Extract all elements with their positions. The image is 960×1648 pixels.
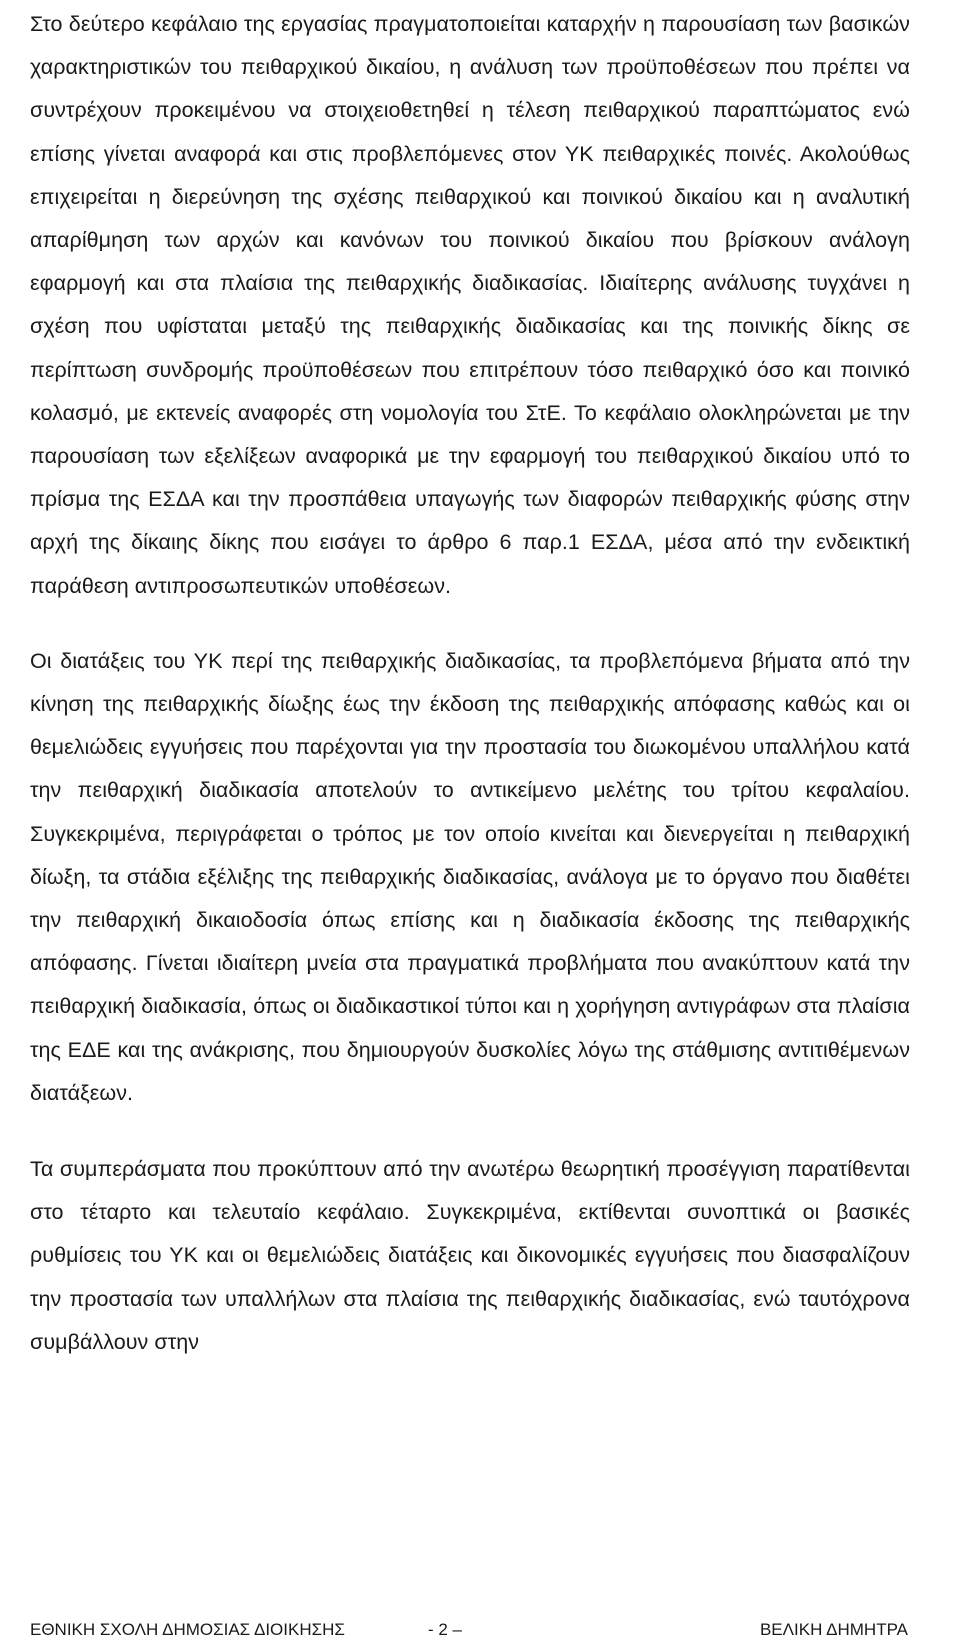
page-footer — [30, 1608, 908, 1648]
paragraph-chapter-four: Τα συμπεράσματα που προκύπτουν από την ανωτέρω θεωρητική προσέγγιση παρατίθενται στο τέταρτο και τελευταίο κεφάλαιο. Συγκεκριμένα, εκτίθενται συνοπτικά οι βασικές ρυθμίσεις του ΥΚ και οι θεμελιώδεις διατάξεις και δικονομικές εγγυήσεις που διασφαλίζουν την προστασία των υπαλλήλων στα πλαίσια της πειθαρχικής διαδικασίας, ενώ ταυτόχρονα συμβάλλουν στην — [30, 1157, 910, 1354]
paragraph-chapter-two: Στο δεύτερο κεφάλαιο της εργασίας πραγματοποιείται καταρχήν η παρουσίαση των βασικών χαρακτηριστικών του πειθαρχικού δικαίου, η ανάλυση των προϋποθέσεων που πρέπει να συντρέχουν προκειμένου να στοιχειοθετηθεί η τέλεση πειθαρχικού παραπτώματος ενώ επίσης γίνεται αναφορά και στις προβλεπόμενες στον ΥΚ πειθαρχικές ποινές. Ακολούθως επιχειρείται η διερεύνηση της σχέσης πειθαρχικού και ποινικού δικαίου και η αναλυτική απαρίθμηση των αρχών και κανόνων του ποινικού δικαίου που βρίσκουν ανάλογη εφαρμογή και στα πλαίσια της πειθαρχικής διαδικασίας. Ιδιαίτερης ανάλυσης τυγχάνει η σχέση που υφίσταται μεταξύ της πειθαρχικής διαδικασίας και της ποινικής δίκης σε περίπτωση συνδρομής προϋποθέσεων που επιτρέπουν τόσο πειθαρχικό όσο και ποινικό κολασμό, με εκτενείς αναφορές στη νομολογία του ΣτΕ. Το κεφάλαιο ολοκληρώνεται με την παρουσίαση των εξελίξεων αναφορικά με την εφαρμογή του πειθαρχικού δικαίου υπό το πρίσμα της ΕΣΔΑ και την προσπάθεια υπαγωγής των διαφορών πειθαρχικής φύσης στην αρχή της δίκαιης δίκης που εισάγει το άρθρο 6 παρ.1 ΕΣΔΑ, μέσα από την ενδεικτική παράθεση αντιπροσωπευτικών υποθέσεων. — [30, 12, 910, 598]
document-body — [30, 0, 910, 1364]
paragraph-chapter-three: Οι διατάξεις του ΥΚ περί της πειθαρχικής διαδικασίας, τα προβλεπόμενα βήματα από την κίνηση της πειθαρχικής δίωξης έως την έκδοση της πειθαρχικής απόφασης καθώς και οι θεμελιώδεις εγγυήσεις που παρέχονται για την προστασία του διωκομένου υπαλλήλου κατά την πειθαρχική διαδικασία αποτελούν το αντικείμενο μελέτης του τρίτου κεφαλαίου. Συγκεκριμένα, περιγράφεται ο τρόπος με τον οποίο κινείται και διενεργείται η πειθαρχική δίωξη, τα στάδια εξέλιξης της πειθαρχικής διαδικασίας, ανάλογα με το όργανο που διαθέτει την πειθαρχική δικαιοδοσία όπως επίσης και η διαδικασία έκδοσης της πειθαρχικής απόφασης. Γίνεται ιδιαίτερη μνεία στα πραγματικά προβλήματα που ανακύπτουν κατά την πειθαρχική διαδικασία, όπως οι διαδικαστικοί τύποι και η χορήγηση αντιγράφων στα πλαίσια της ΕΔΕ και της ανάκρισης, που δημιουργούν δυσκολίες λόγω της στάθμισης αντιτιθέμενων διατάξεων. — [30, 648, 910, 1105]
footer-institution: ΕΘΝΙΚΗ ΣΧΟΛΗ ΔΗΜΟΣΙΑΣ ΔΙΟΙΚΗΣΗΣ — [30, 1620, 345, 1639]
footer-page-number: - 2 – — [428, 1620, 463, 1639]
footer-author: ΒΕΛΙΚΗ ΔΗΜΗΤΡΑ — [759, 1620, 908, 1639]
